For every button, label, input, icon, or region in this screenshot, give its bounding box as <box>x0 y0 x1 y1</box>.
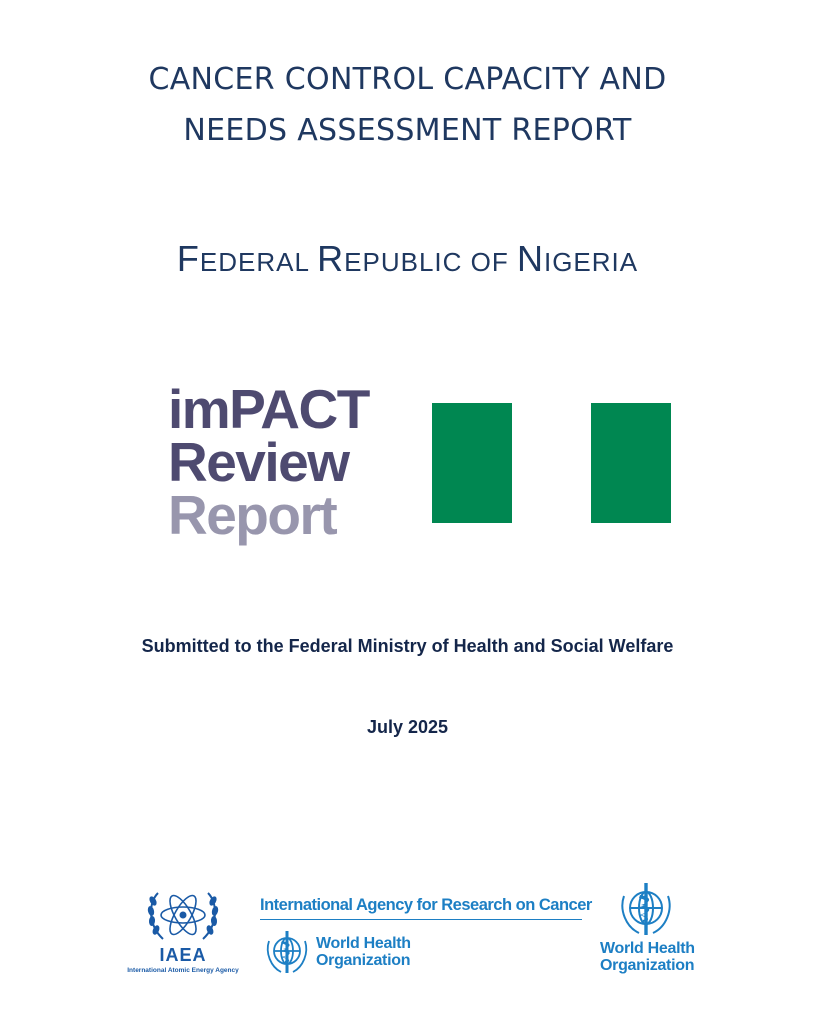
report-title-line-2: NEEDS ASSESSMENT REPORT <box>183 113 632 148</box>
nigeria-flag <box>432 403 672 523</box>
who-line-1: World Health <box>600 940 695 957</box>
subtitle-cap-1: F <box>176 238 200 279</box>
subtitle-rest-3: IGERIA <box>543 247 639 277</box>
iaea-full-name: International Atomic Energy Agency <box>127 967 239 974</box>
iarc-divider <box>260 919 582 920</box>
iaea-logo <box>118 885 248 980</box>
iarc-who-name <box>316 935 411 969</box>
country-subtitle <box>0 238 815 280</box>
subtitle-cap-3: N <box>516 238 544 279</box>
who-line-2: Organization <box>600 957 695 974</box>
iarc-who-line-1: World Health <box>316 935 411 952</box>
flag-right-green-stripe <box>591 403 671 523</box>
who-name <box>600 940 695 974</box>
who-emblem-icon <box>614 880 678 940</box>
impact-review-logo <box>168 378 369 546</box>
iarc-logo <box>258 893 592 983</box>
report-date: July 2025 <box>366 717 449 737</box>
subtitle-cap-2: R <box>317 238 345 279</box>
who-emblem-icon <box>261 927 313 979</box>
impact-logo-line-1: imPACT <box>168 378 369 440</box>
impact-logo-line-3: Report <box>168 484 337 546</box>
subtitle-rest-1: EDERAL <box>199 247 318 277</box>
who-logo <box>596 880 706 980</box>
iaea-abbreviation: IAEA <box>159 945 207 965</box>
subtitle-rest-2: EPUBLIC OF <box>344 247 517 277</box>
flag-middle-white-stripe <box>512 403 592 523</box>
iaea-atom-icon <box>118 885 248 947</box>
impact-logo-line-2: Review <box>168 431 349 493</box>
report-title-line-1: CANCER CONTROL CAPACITY AND <box>148 62 667 97</box>
iarc-who-line-2: Organization <box>316 952 411 969</box>
flag-left-green-stripe <box>432 403 512 523</box>
submitted-to-text: Submitted to the Federal Ministry of Health and Social Welfare <box>141 636 674 656</box>
iarc-name: International Agency for Research on Cancer <box>260 896 592 914</box>
